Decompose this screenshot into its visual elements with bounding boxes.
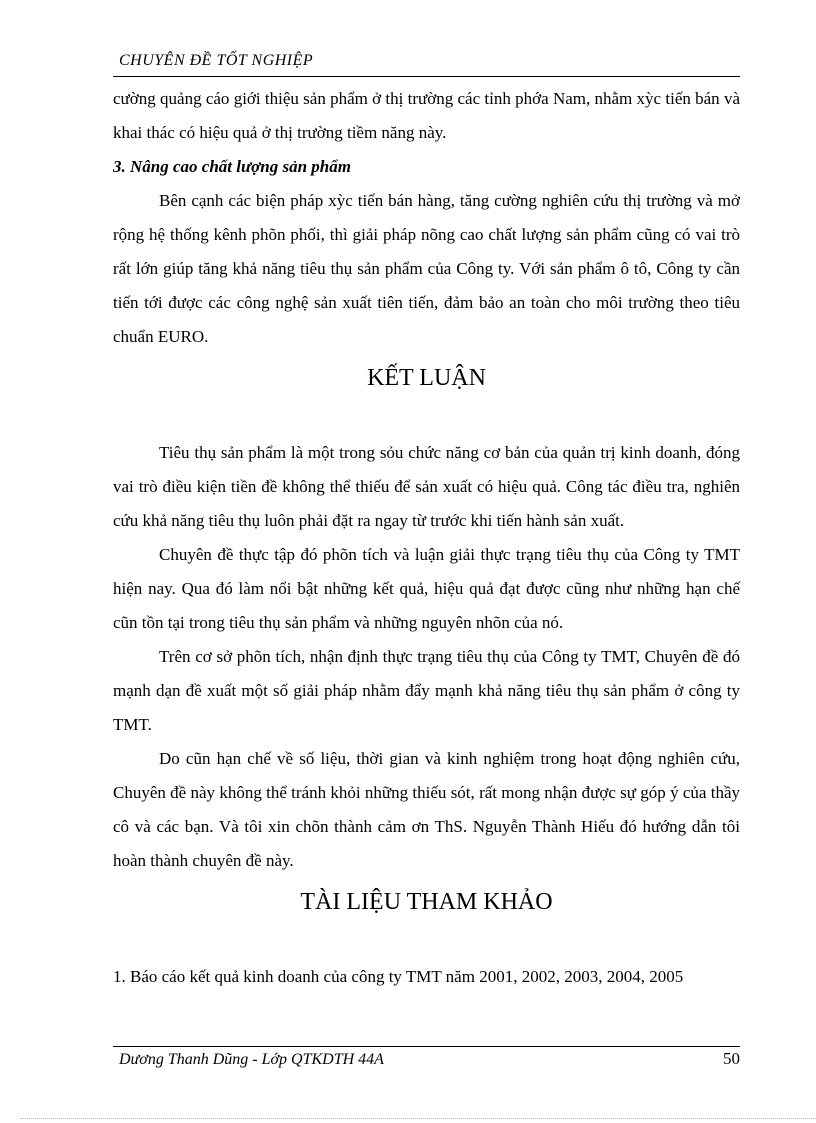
footer-author: Dương Thanh Dũng - Lớp QTKDTH 44A [119, 1051, 384, 1068]
section-3-intro-continuation: cường quảng cáo giới thiệu sản phẩm ở thị trường các tỉnh phớa Nam, nhằm xỳc tiến bán và khai thác có hiệu quả ở thị trường tiềm năng này. [113, 89, 740, 142]
reference-item-1: 1. Báo cáo kết quả kinh doanh của công ty TMT năm 2001, 2002, 2003, 2004, 2005 [113, 967, 684, 986]
conclusion-paragraph-4: Do cũn hạn chế về số liệu, thời gian và kinh nghiệm trong hoạt động nghiên cứu, Chuyên đề này không thể tránh khỏi những thiếu sót, rất mong nhận được sự góp ý của thầy cô và các bạn. Và tôi xin chõn thành cảm ơn ThS. Nguyễn Thành Hiếu đó hướng dẫn tôi hoàn thành chuyên đề này. [113, 749, 740, 870]
conclusion-paragraph-2: Chuyên đề thực tập đó phõn tích và luận giải thực trạng tiêu thụ của Công ty TMT hiện nay. Qua đó làm nổi bật những kết quả, hiệu quả đạt được cũng như những hạn chế cũn tồn tại trong tiêu thụ sản phẩm và những nguyên nhõn của nó. [113, 545, 740, 632]
page-footer [113, 1046, 740, 1077]
header-title: CHUYÊN ĐỀ TỐT NGHIỆP [119, 52, 314, 69]
page-header [113, 50, 740, 77]
bottom-dotted-rule [20, 1118, 816, 1119]
conclusion-paragraph-1: Tiêu thụ sản phẩm là một trong sỏu chức năng cơ bản của quản trị kinh doanh, đóng vai trò điều kiện tiền đề không thể thiếu để sản xuất có hiệu quả. Công tác điều tra, nghiên cứu khả năng tiêu thụ luôn phải đặt ra ngay từ trước khi tiến hành sản xuất. [113, 443, 740, 530]
spacer [113, 402, 740, 436]
page-number: 50 [723, 1049, 740, 1068]
page-content [113, 82, 740, 994]
section-3-heading: 3. Nâng cao chất lượng sản phẩm [113, 157, 351, 176]
conclusion-paragraph-3: Trên cơ sở phõn tích, nhận định thực trạng tiêu thụ của Công ty TMT, Chuyên đề đó mạnh dạn đề xuất một số giải pháp nhằm đẩy mạnh khả năng tiêu thụ sản phẩm ở công ty TMT. [113, 647, 740, 734]
spacer [113, 926, 740, 960]
references-title: TÀI LIỆU THAM KHẢO [300, 889, 553, 915]
conclusion-title: KẾT LUẬN [367, 365, 486, 391]
section-3-paragraph: Bên cạnh các biện pháp xỳc tiến bán hàng, tăng cường nghiên cứu thị trường và mở rộng hệ thống kênh phõn phối, thì giải pháp nõng cao chất lượng sản phẩm cũng có vai trò rất lớn giúp tăng khả năng tiêu thụ sản phẩm của Công ty. Với sản phẩm ô tô, Công ty cần tiến tới được các công nghệ sản xuất tiên tiến, đảm bảo an toàn cho môi trường theo tiêu chuẩn EURO. [113, 191, 740, 346]
